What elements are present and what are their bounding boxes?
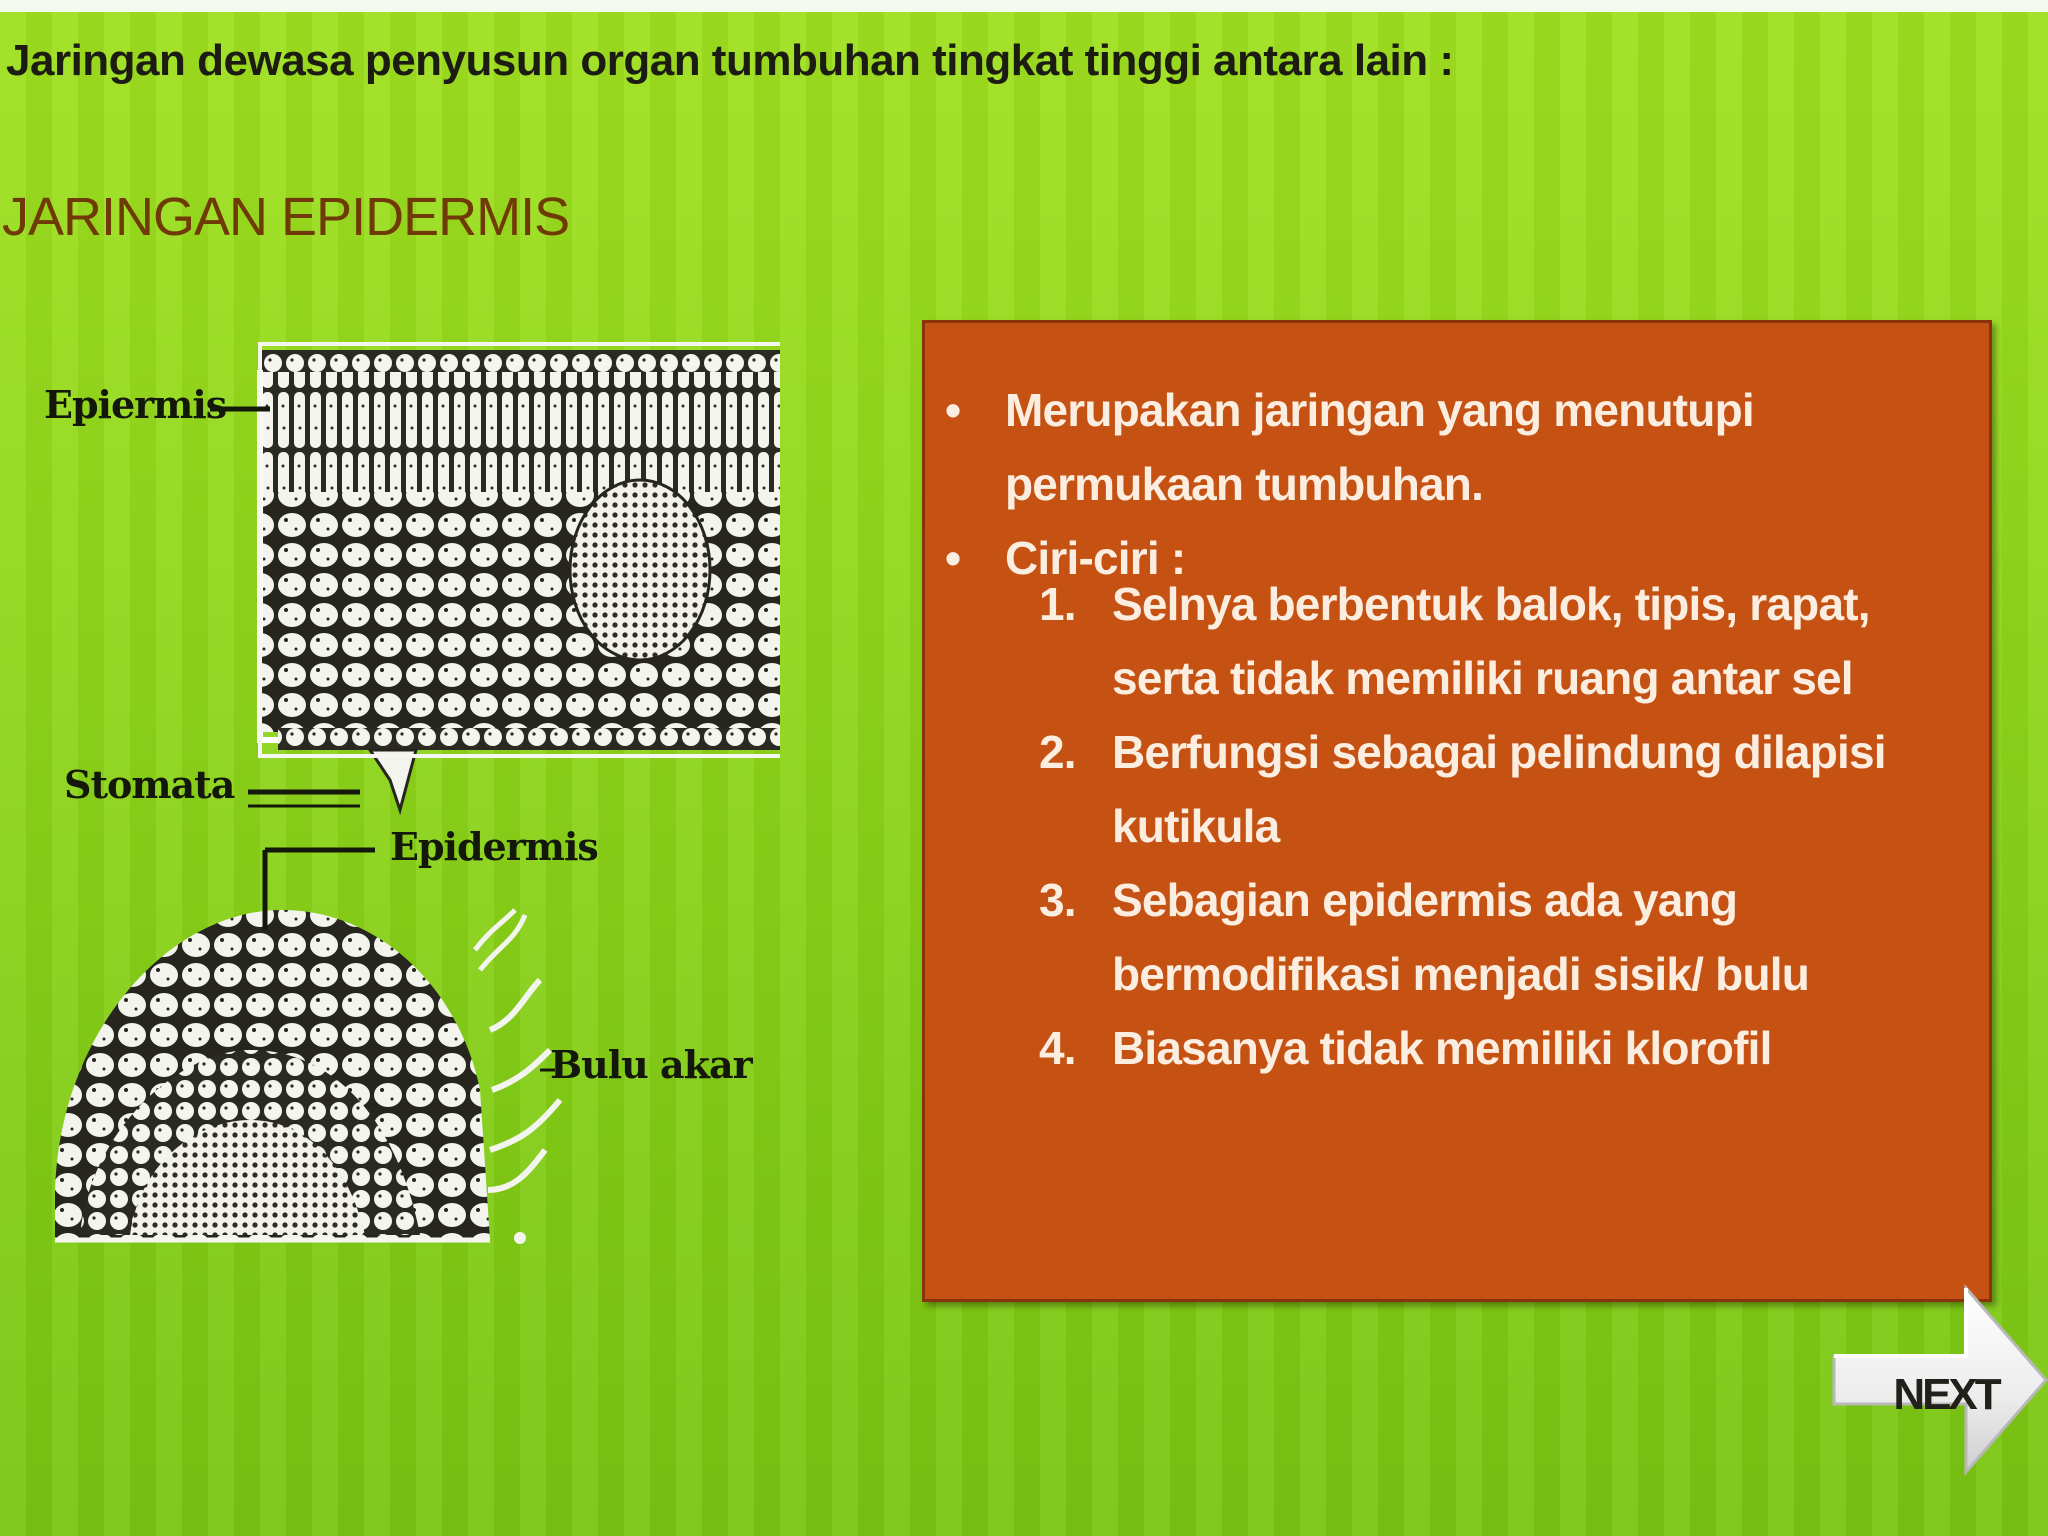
slide-intro-text: Jaringan dewasa penyusun organ tumbuhan tingkat tinggi antara lain : [6,36,1454,85]
epidermis-info-box [922,320,1992,1302]
next-label: NEXT [1893,1370,1999,1419]
bullet-text: Merupakan jaringan yang menutupi permukaan tumbuhan. [1005,384,1754,510]
slide-heading: JARINGAN EPIDERMIS [2,187,570,247]
list-number: 2. [1039,726,1076,778]
list-number: 4. [1039,1022,1076,1074]
list-item [925,567,1989,715]
list-number: 1. [1039,578,1076,630]
epidermis-diagram [20,330,780,1260]
list-item [925,1011,1989,1085]
list-text: Sebagian epidermis ada yang bermodifikasi menjadi sisik/ bulu [1112,874,1810,1000]
list-item [925,863,1989,1011]
bullet-icon: • [945,532,961,584]
bullet-icon: • [945,384,961,436]
list-text: Biasanya tidak memiliki klorofil [1112,1022,1772,1074]
characteristics-list [925,567,1989,1085]
list-text: Berfungsi sebagai pelindung dilapisi kutikula [1112,726,1886,852]
label-epidermis: Epidermis [390,824,598,869]
label-bulu-akar: Bulu akar [550,1042,752,1087]
list-item [925,715,1989,863]
list-number: 3. [1039,874,1076,926]
top-strip [0,0,2048,12]
bullet-list [925,373,1989,595]
next-button[interactable] [1820,1280,2048,1480]
label-epiermis: Epiermis [44,382,227,427]
bullet-text: Ciri-ciri : [1005,532,1186,584]
list-text: Selnya berbentuk balok, tipis, rapat, serta tidak memiliki ruang antar sel [1112,578,1870,704]
label-stomata: Stomata [64,762,235,807]
bullet-item [925,373,1989,521]
